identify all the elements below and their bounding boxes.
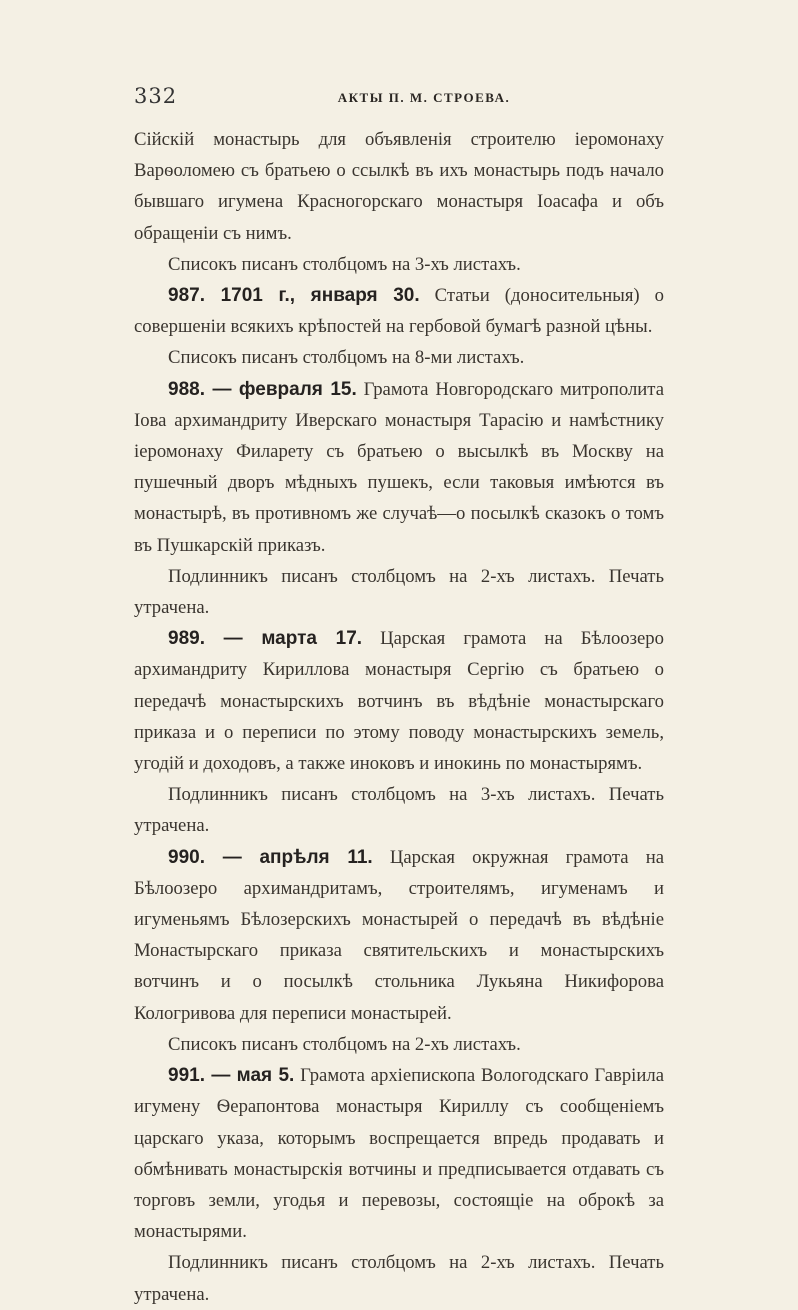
entry-989 xyxy=(134,623,664,779)
paragraph-text: Списокъ писанъ столбцомъ на 8-ми листахъ. xyxy=(168,347,525,369)
note-paragraph xyxy=(134,249,664,280)
entry-continuation xyxy=(134,124,664,249)
entry-text: Грамота архіепископа Вологодскаго Гавріила игумену Ѳерапонтова монастыря Кириллу съ сообщеніемъ царскаго указа, которымъ воспрещается впредь продавать и обмѣнивать монастырскія вотчины и предписывается отдавать съ торговъ земли, угодья и перевозы, состоящіе на оброкѣ за монастырями. xyxy=(134,1065,664,1243)
note-paragraph xyxy=(134,342,664,373)
entry-988 xyxy=(134,374,664,561)
note-paragraph xyxy=(134,1029,664,1060)
entry-heading: 989. — марта 17. xyxy=(168,628,363,650)
page-header xyxy=(134,84,664,114)
entry-heading: 988. — февраля 15. xyxy=(168,378,357,400)
paragraph-text: Списокъ писанъ столбцомъ на 3-хъ листахъ. xyxy=(168,253,521,275)
entry-text: Статьи (доносительныя) о совершеніи всякихъ крѣпостей на гербовой бумагѣ разной цѣны. xyxy=(134,285,664,338)
entry-text: Грамота Новгородскаго митрополита Іова архимандриту Иверскаго монастыря Тарасію и намѣстнику іеромонаху Филарету съ братьею о высылкѣ въ Москву на пушечный дворъ мѣдныхъ пушекъ, если таковыя имѣются въ монастырѣ, въ противномъ же случаѣ—о посылкѣ сказокъ о томъ въ Пушкарскій приказъ. xyxy=(134,378,664,556)
entry-991 xyxy=(134,1060,664,1247)
entry-text: Царская грамота на Бѣлоозеро архимандриту Кириллова монастыря Сергію съ братьею о передачѣ монастырскихъ вотчинъ въ вѣдѣніе монастырскаго приказа и о переписи по этому поводу монастырскихъ земель, угодій и доходовъ, а также иноковъ и инокинь по монастырямъ. xyxy=(134,628,664,775)
entry-990 xyxy=(134,842,664,1029)
entry-heading: 991. — мая 5. xyxy=(168,1065,295,1087)
entry-987 xyxy=(134,280,664,342)
entry-text: Царская окружная грамота на Бѣлоозеро архимандритамъ, строителямъ, игуменамъ и игуменьямъ Бѣлозерскихъ монастырей о передачѣ въ вѣдѣніе Монастырскаго приказа святительскихъ и монастырскихъ вотчинъ и о посылкѣ стольника Лукьяна Никифорова Кологривова для переписи монастырей. xyxy=(134,846,664,1024)
paragraph-text: Подлинникъ писанъ столбцомъ на 3-хъ листахъ. Печать утрачена. xyxy=(134,784,664,837)
paragraph-text: Подлинникъ писанъ столбцомъ на 2-хъ листахъ. Печать утрачена. xyxy=(134,1252,664,1305)
entry-heading: 990. — апрѣля 11. xyxy=(168,846,373,868)
paragraph-text: Сійскій монастырь для объявленія строителю іеромонаху Варѳоломею съ братьею о ссылкѣ въ ихъ монастырь подъ начало бывшаго игумена Красногорскаго монастыря Іоасафа и объ обращеніи съ нимъ. xyxy=(134,129,664,244)
paragraph-text: Подлинникъ писанъ столбцомъ на 2-хъ листахъ. Печать утрачена. xyxy=(134,565,664,619)
note-paragraph xyxy=(134,779,664,841)
page-number: 332 xyxy=(134,84,178,108)
page-body xyxy=(134,124,664,1310)
entry-heading: 987. 1701 г., января 30. xyxy=(168,285,420,307)
running-title: АКТЫ П. М. СТРОЕВА. xyxy=(337,90,511,105)
note-paragraph xyxy=(134,1247,664,1309)
paragraph-text: Списокъ писанъ столбцомъ на 2-хъ листахъ. xyxy=(168,1033,521,1055)
note-paragraph xyxy=(134,561,664,623)
